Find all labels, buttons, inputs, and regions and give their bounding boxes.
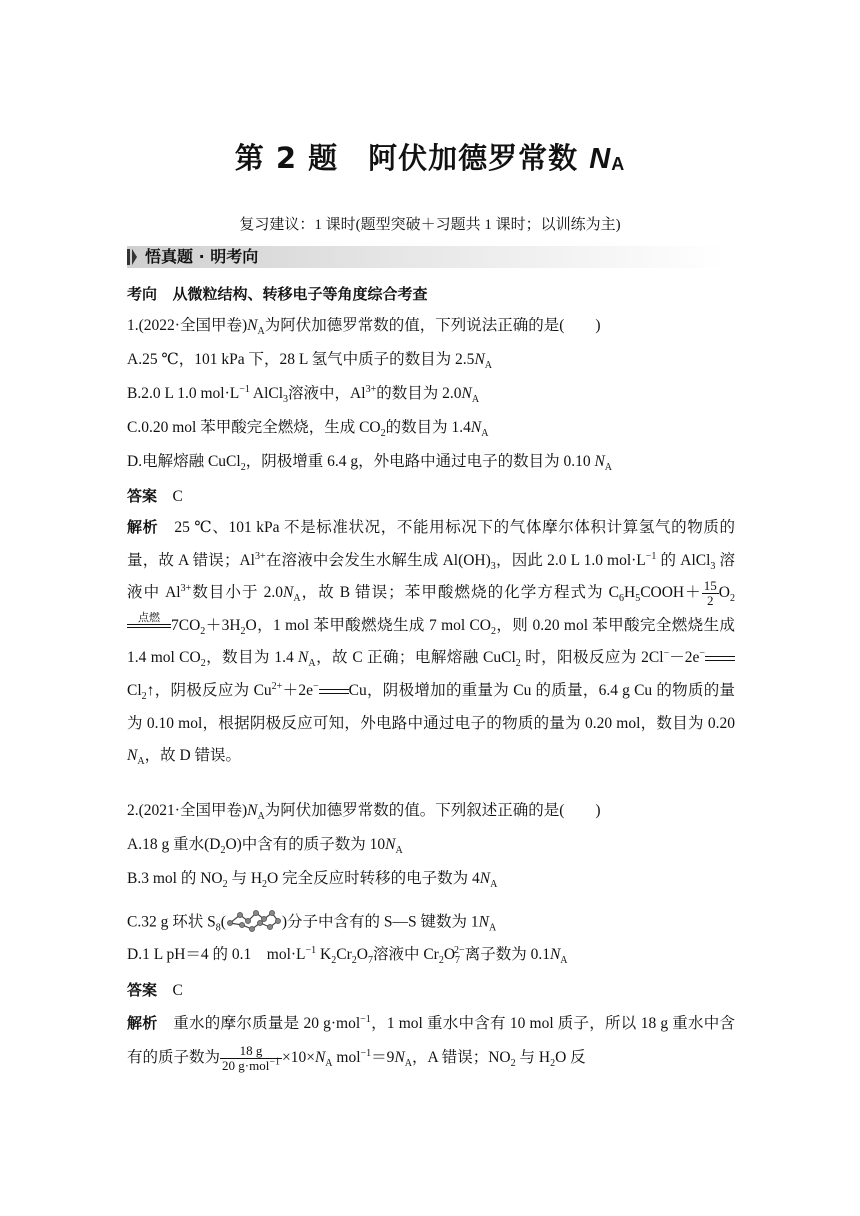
banner-marker-icon	[127, 249, 137, 265]
q1-option-b: B.2.0 L 1.0 $mol\cdot L^{-1}$ AlCl$_3$溶液中，$Al^{3+}$的数目为 $2.0N_A$	[127, 383, 480, 406]
q2-option-a: A.18 g 重水$(D_2O)$中含有的质子数为 $10N_A$	[127, 836, 403, 857]
q2-answer: 答案 C	[127, 981, 183, 999]
review-suggestion: 复习建议：1 课时(题型突破＋习题共 1 课时；以训练为主)	[239, 217, 621, 233]
q2-stem: 2.(2021·全国甲卷)$N_A$为阿伏加德罗常数的值。下列叙述正确的是( )	[127, 802, 601, 823]
q1-option-c: C.0.20 mol 苯甲酸完全燃烧，生成 $CO_2$的数目为 $1.4N_A$	[127, 419, 489, 440]
q2-analysis: 解析 重水的摩尔质量是 20 g·mol$^{-1}$，1 mol 重水中含有 10 mol 质子，所以 18 g 重水中含有的质子数为 $\frac{18 g}{20 g\cdot mol^{-1}}$ $\times 10\times N_A$ $mol^{-1}=9N_A$，A 错误；$NO_2$ 与 $H_2O$ 反	[127, 1013, 735, 1073]
q1-answer: 答案 C	[127, 487, 183, 505]
s8-ring-molecule-icon	[226, 907, 282, 939]
banner-text: 悟真题 · 明考向	[145, 247, 259, 266]
fraction: $\frac{18 g}{20 g\cdot mol^{-1}}$	[222, 1042, 280, 1073]
page-title: 第 2 题 阿伏加德罗常数 $N_A$	[234, 141, 626, 175]
reaction-condition: 点燃	[127, 613, 171, 639]
q1-analysis: 解析 25 ℃、101 kPa 不是标准状况，不能用标况下的气体摩尔体积计算氢气的物质的量，故 A 错误；$Al^{3+}$在溶液中会发生水解生成 $Al(OH)_3$，因此 2.0 L 1.0 $mol\cdot L^{-1}$ 的 AlCl$_3$ 溶液中 $Al^{3+}$数目小于 $2.0N_A$，故 B 错误；苯甲酸燃烧的化学方程式为 $C_6H_5COOH+$ $\frac{15}{2}$ $O_2$ 点燃 $7CO_2+3H_2O$，1 mol 苯甲酸燃烧生成 7 mol $CO_2$，则 0.20 mol 苯甲酸完全燃烧生成 1.4 mol $CO_2$，数目为 1.4 $N_A$，故 C 正确；电解熔融 CuCl$_2$ 时，阳极反应为 $2Cl^--2e^-Cl_2↑$，阴极反应为 $Cu^{2+}+2e^-$ Cu，阴极增加的重量为 Cu 的质量，6.4 g Cu 的物质的量为 0.10 mol，根据阴极反应可知，外电路中通过电子的物质的量为 0.20 mol，数目为 0.20 $N_A$，故 D 错误。	[127, 518, 735, 768]
q1-option-d: D.电解熔融 CuCl$_2$，阴极增重 6.4 g，外电路中通过电子的数目为 0.10 $N_A$	[127, 453, 613, 474]
q2-option-d: D.1 L pH＝4 的 0.1 $mol\cdot L^{-1}$ $K_2Cr_2O_7$溶液中 $Cr_2O_7^{2-}$离子数为 $0.1N_A$	[127, 944, 568, 967]
exam-direction: 考向 从微粒结构、转移电子等角度综合考查	[127, 285, 428, 303]
section-banner	[127, 246, 727, 268]
q2-option-c: C.32 g 环状 $S_8$( )分子中含有的 S—S 键数为 $1N_A$	[127, 907, 496, 939]
q1-stem: 1.(2022·全国甲卷)$N_A$为阿伏加德罗常数的值，下列说法正确的是( )	[127, 317, 601, 338]
fraction: $\frac{15}{2}$	[703, 578, 717, 609]
q1-option-a: A.25 ℃，101 kPa 下，28 L 氢气中质子的数目为 $2.5N_A$	[127, 351, 493, 372]
q2-option-b: B.3 mol 的 $NO_2$ 与 $H_2O$ 完全反应时转移的电子数为 $4N_A$	[127, 870, 498, 891]
